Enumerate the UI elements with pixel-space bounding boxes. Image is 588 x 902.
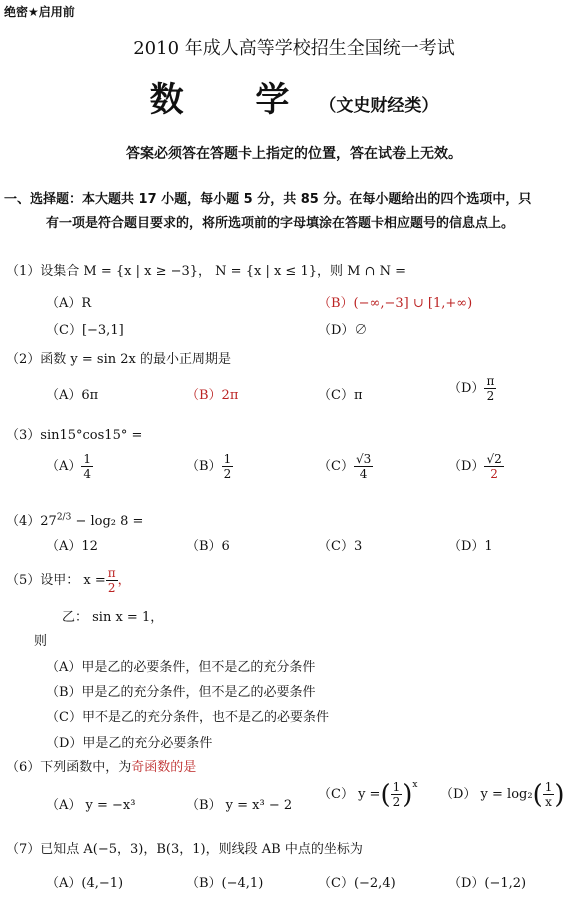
question-3-stem: （3）sin15°cos15° = <box>6 428 143 443</box>
section-instructions-line1: 一、选择题：本大题共 17 小题，每小题 5 分，共 85 分。在每小题给出的四个选项中，只 <box>4 192 532 207</box>
question-3-option-c <box>318 452 373 481</box>
question-1-option-d: （D）∅ <box>318 323 368 338</box>
question-6-option-c <box>318 780 417 809</box>
question-5-option-b: （B）甲是乙的充分条件，但不是乙的必要条件 <box>46 685 316 700</box>
denominator: 2 <box>392 795 401 809</box>
question-1-option-c: （C）[−3,1] <box>46 323 124 338</box>
denominator: x <box>545 795 552 809</box>
question-4-exponent: 2/3 <box>56 512 72 523</box>
question-3-option-b-label: （B） <box>186 459 222 474</box>
question-2-option-d <box>448 374 496 403</box>
numerator: 1 <box>83 452 92 466</box>
question-7-option-c: （C）(−2,4) <box>318 876 396 891</box>
question-2-stem: （2）函数 y = sin 2x 的最小正周期是 <box>6 352 231 367</box>
question-6-option-b: （B） y = x³ − 2 <box>186 798 293 813</box>
question-6-option-d-fraction <box>543 780 555 809</box>
question-5-jia-end: ， <box>117 573 131 588</box>
question-2-option-d-label: （D） <box>448 381 485 396</box>
question-4-rest: − log₂ 8 = <box>71 514 144 529</box>
question-6-stem <box>6 756 196 775</box>
denominator: 2 <box>490 467 498 481</box>
question-1-option-a: （A）R <box>46 296 92 311</box>
question-3-option-c-fraction <box>354 452 373 481</box>
question-5-option-d: （D）甲是乙的充分必要条件 <box>46 736 213 751</box>
confidential-label: 绝密★启用前 <box>4 5 75 19</box>
question-5-jia-lhs: x = <box>83 573 106 588</box>
question-5-label: （5）设甲： <box>6 573 80 588</box>
question-5-then: 则 <box>34 634 48 649</box>
question-7-option-a: （A）(4,−1) <box>46 876 124 891</box>
subject-name: 数 学 <box>149 80 320 120</box>
numerator: π <box>107 566 116 580</box>
open-paren: ( <box>532 779 543 810</box>
question-4-option-b: （B）6 <box>186 539 230 554</box>
question-6-stem-a: （6）下列函数中，为 <box>6 760 132 775</box>
exam-title: 2010 年成人高等学校招生全国统一考试 <box>133 38 455 59</box>
question-3-option-b-fraction <box>222 452 234 481</box>
question-6-option-c-fraction <box>391 780 403 809</box>
question-5-option-a: （A）甲是乙的必要条件，但不是乙的充分条件 <box>46 660 316 675</box>
numerator: 1 <box>544 780 553 794</box>
question-6-option-a: （A） y = −x³ <box>46 798 136 813</box>
question-3-option-a-fraction <box>81 452 93 481</box>
question-5-option-c: （C）甲不是乙的充分条件，也不是乙的必要条件 <box>46 710 329 725</box>
question-3-option-d-fraction <box>484 452 503 481</box>
question-1-stem: （1）设集合 M = {x | x ≥ −3}， N = {x | x ≤ 1}，则 M ∩ N = <box>6 264 406 279</box>
question-4-option-c: （C）3 <box>318 539 363 554</box>
question-4-option-a: （A）12 <box>46 539 98 554</box>
close-paren: ) <box>554 779 565 810</box>
subject-category: （文史财经类） <box>319 96 439 116</box>
numerator: √2 <box>486 452 502 466</box>
question-2-option-c: （C）π <box>318 388 363 403</box>
question-1-option-b: （B）(−∞,−3] ∪ [1,+∞) <box>318 296 473 311</box>
question-5-stem <box>6 566 131 595</box>
question-3-option-a-label: （A） <box>46 459 82 474</box>
numerator: 1 <box>223 452 232 466</box>
denominator: 4 <box>359 467 368 481</box>
question-3-option-c-label: （C） <box>318 459 354 474</box>
question-3-option-d-label: （D） <box>448 459 485 474</box>
subject-heading <box>0 72 588 121</box>
question-7-stem: （7）已知点 A(−5，3)，B(3，1)，则线段 AB 中点的坐标为 <box>6 842 363 857</box>
question-4-label: （4） <box>6 514 41 529</box>
question-3-option-b <box>186 452 233 481</box>
question-4-stem <box>6 510 143 529</box>
question-4-base: 27 <box>40 514 57 529</box>
denominator: 2 <box>486 389 495 403</box>
close-paren: ) <box>402 779 413 810</box>
question-2-option-b: （B）2π <box>186 388 239 403</box>
question-5-yi: 乙： sin x = 1， <box>62 610 164 625</box>
question-6-option-c-label: （C） y = <box>318 787 381 802</box>
question-6-option-d-label: （D） y = log₂ <box>440 787 533 802</box>
question-2-option-a: （A）6π <box>46 388 99 403</box>
question-7-option-d: （D）(−1,2) <box>448 876 527 891</box>
question-6-stem-b: 奇函数的是 <box>131 760 197 775</box>
denominator: 2 <box>107 581 116 595</box>
question-4-option-d: （D）1 <box>448 539 493 554</box>
question-3-option-d <box>448 452 504 481</box>
section-instructions-line2: 有一项是符合题目要求的，将所选项前的字母填涂在答题卡相应题号的信息点上。 <box>46 216 515 231</box>
question-5-jia-fraction <box>106 566 118 595</box>
question-7-option-b: （B）(−4,1) <box>186 876 264 891</box>
numerator: √3 <box>355 452 372 466</box>
numerator: π <box>486 374 495 388</box>
question-2-option-d-fraction <box>484 374 496 403</box>
question-6-option-c-exponent: x <box>412 780 418 790</box>
answer-notice: 答案必须答在答题卡上指定的位置，答在试卷上无效。 <box>126 146 462 162</box>
question-6-option-d <box>440 780 565 809</box>
question-3-option-a <box>46 452 93 481</box>
denominator: 2 <box>223 467 232 481</box>
numerator: 1 <box>392 780 401 794</box>
open-paren: ( <box>380 779 391 810</box>
denominator: 4 <box>83 467 92 481</box>
